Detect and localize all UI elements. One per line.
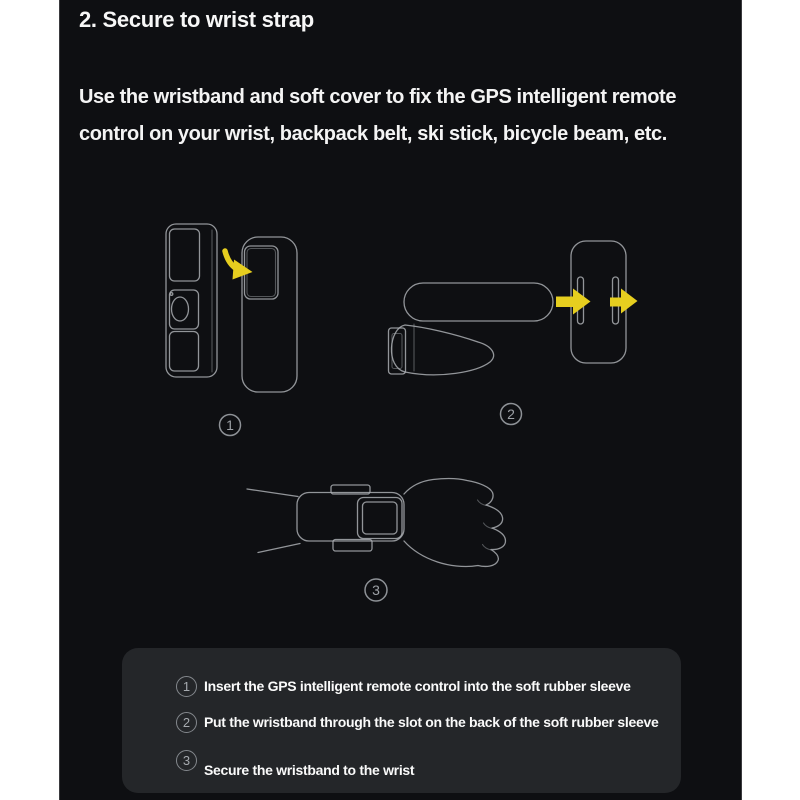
instruction-text: Insert the GPS intelligent remote control into the soft rubber sleeve [204,678,631,694]
step-number-badge: 3 [176,750,197,771]
step-number-badge-1 [220,415,241,436]
step-number-badge: 1 [176,676,197,697]
svg-text:2: 2 [507,406,515,422]
wristband-outline [389,283,554,375]
instructions-card [122,648,681,793]
page-title: 2. Secure to wrist strap [79,7,314,32]
step-number-badge-2 [501,404,522,425]
svg-text:1: 1 [226,417,234,433]
instruction-text: Secure the wristband to the wrist [204,762,415,778]
instruction-panel [59,0,742,800]
insert-arrow-icon [225,251,253,280]
diagram-wear-on-wrist [247,479,506,601]
hand-outline [404,479,506,567]
thread-arrow-icon-left [556,289,591,315]
thread-arrow-icon-right [610,289,638,314]
description-line-1: Use the wristband and soft cover to fix the GPS intelligent remote [79,86,677,108]
device-on-wrist-outline [297,485,404,551]
instruction-item-1 [176,672,631,700]
description-line-2: control on your wrist, backpack belt, ski stick, bicycle beam, etc. [79,123,667,145]
diagram-insert-remote-into-sleeve [166,224,297,436]
instruction-item-2 [176,708,658,736]
instruction-item-3 [176,752,415,784]
remote-device-outline [166,224,217,377]
rubber-sleeve-outline [242,237,297,392]
instruction-text: Put the wristband through the slot on the back of the soft rubber sleeve [204,714,659,730]
step-number-badge: 2 [176,712,197,733]
arm-outline [247,489,300,553]
step-number-badge-3 [365,579,387,601]
svg-text:3: 3 [372,582,380,598]
diagram-thread-wristband [389,241,638,425]
